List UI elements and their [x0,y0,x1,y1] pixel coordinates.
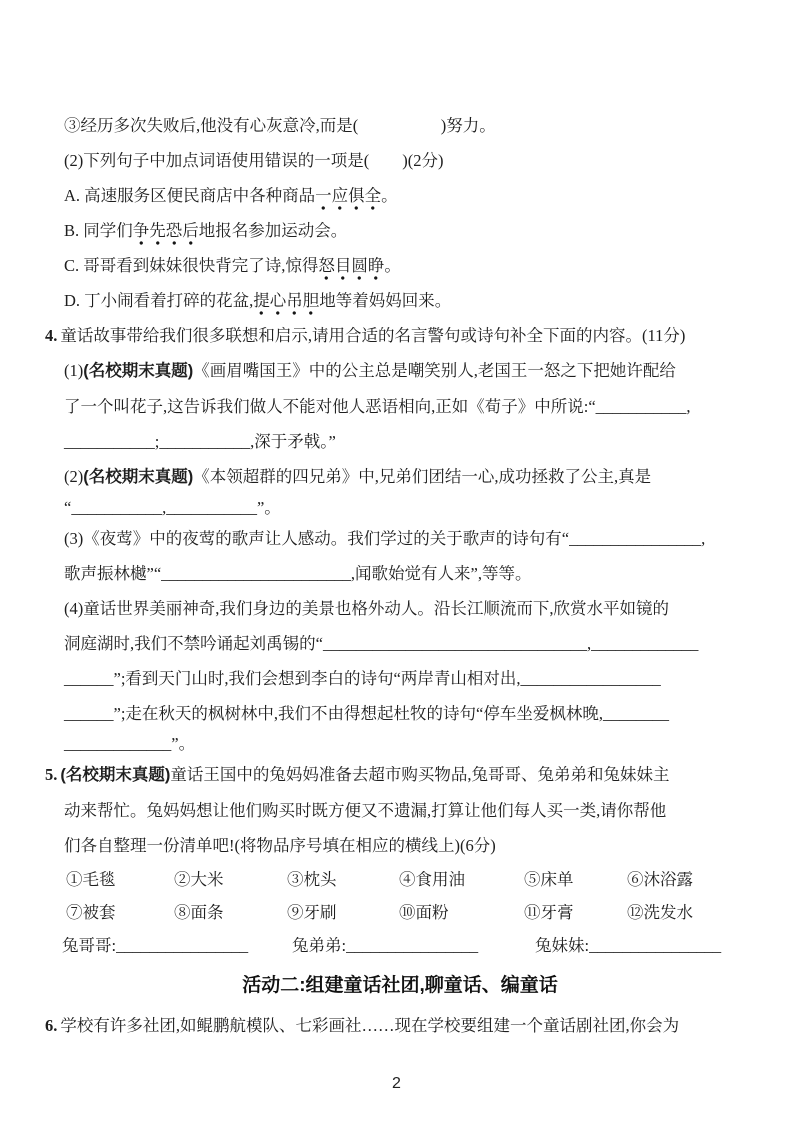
blank-line: ________________ [346,936,479,955]
blank-rabbit-sister [535,929,721,962]
q4-sub2-number: (2) [64,467,84,486]
q6-stem-text: 学校有许多社团,如鲲鹏航模队、七彩画社……现在学校要组建一个童话剧社团,你会为 [60,1016,680,1035]
q5-stem-line2 [45,793,755,828]
q4-sub4-line2 [45,626,755,661]
option-a-post: 。 [381,186,398,205]
q3-item3-text: ③经历多次失败后,他没有心灰意冷,而是( )努力。 [64,116,496,135]
q4-sub4-line4 [45,696,755,731]
option-d [45,283,755,318]
q4-sub1-line3 [45,424,755,459]
activity-two-heading: 活动二:组建童话社团,聊童话、编童话 [242,975,558,996]
page-number: 2 [392,1075,401,1092]
option-d-pre: D. 丁小闹看着打碎的花盆, [64,291,254,310]
q5-answer-blanks [45,929,755,962]
list-item: ⑤床单 [524,870,574,889]
q4-stem [45,318,755,353]
q5-number: 5. [45,765,58,784]
q5-stem-line1 [45,757,755,793]
q4-sub1-line2-text: 了一个叫花子,这告诉我们做人不能对他人恶语相向,正如《荀子》中所说:“___________, [64,397,691,416]
q3-sub2-stem [45,143,755,178]
q4-sub4-line3-text: ______”;看到天门山时,我们会想到李白的诗句“两岸青山相对出,_________________ [64,669,661,688]
blank-label: 兔弟弟: [292,936,347,955]
q4-sub4-line1-text: (4)童话世界美丽神奇,我们身边的美景也格外动人。沿长江顺流而下,欣赏水平如镜的 [64,599,669,618]
option-c-emphasized-word: 怒目圆睁 [318,256,384,281]
blank-label: 兔妹妹: [535,936,590,955]
list-item: ③枕头 [287,870,337,889]
q4-sub4-line3 [45,661,755,696]
q4-sub2-line2-text: “___________,___________”。 [64,498,281,517]
q4-sub1-number: (1) [64,361,84,380]
list-item: ⑪牙膏 [524,903,574,922]
option-d-emphasized-word: 提心吊胆 [253,291,319,316]
q5-stem-text: 童话王国中的兔妈妈准备去超市购买物品,兔哥哥、兔弟弟和兔妹妹主 [170,765,670,784]
q5-stem-line3 [45,828,755,863]
list-item: ⑫洗发水 [627,903,693,922]
option-b-post: 地报名参加运动会。 [198,221,348,240]
q4-sub1-line3-text: ___________;___________,深于矛戟。” [64,432,336,451]
q4-sub4-line1 [45,591,755,626]
q4-sub4-line4-text: ______”;走在秋天的枫树林中,我们不由得想起杜牧的诗句“停车坐爱枫林晚,________ [64,704,669,723]
option-c-post: 。 [384,256,401,275]
blank-label: 兔哥哥: [62,936,117,955]
q4-sub2-source-tag: (名校期末真题) [83,468,194,486]
q4-sub1-text: 《画眉嘴国王》中的公主总是嘲笑别人,老国王一怒之下把她许配给 [193,361,676,380]
q4-sub4-line5-text: _____________”。 [64,734,196,753]
list-item: ⑦被套 [66,903,116,922]
list-item: ⑨牙刷 [287,903,337,922]
q4-sub3-line1 [45,521,755,556]
blank-line: ________________ [116,936,249,955]
q6-stem [45,1008,755,1043]
q5-stem-line2-text: 动来帮忙。兔妈妈想让他们购买时既方便又不遗漏,打算让他们每人买一类,请你帮他 [64,801,667,820]
q4-sub2-line1 [45,459,755,495]
q4-sub4-line5 [45,731,755,757]
q4-sub3-line1-text: (3)《夜莺》中的夜莺的歌声让人感动。我们学过的关于歌声的诗句有“________________, [64,529,706,548]
q4-number: 4. [45,326,58,345]
option-b-emphasized-word: 争先恐后 [133,221,199,246]
option-d-post: 地等着妈妈回来。 [319,291,452,310]
q5-source-tag: (名校期末真题) [60,766,171,784]
option-b-pre: B. 同学们 [64,221,133,240]
q4-stem-text: 童话故事带给我们很多联想和启示,请用合适的名言警句或诗句补全下面的内容。(11分) [60,326,686,345]
blank-rabbit-younger-brother [292,929,535,962]
q4-sub4-line2-text: 洞庭湖时,我们不禁吟诵起刘禹锡的“________________________________,_____________ [64,634,699,653]
q6-number: 6. [45,1016,58,1035]
q4-sub3-line2 [45,556,755,591]
q5-stem-line3-text: 们各自整理一份清单吧!(将物品序号填在相应的横线上)(6分) [64,836,496,855]
list-item: ②大米 [174,870,224,889]
q4-sub3-line2-text: 歌声振林樾”“_______________________,闻歌始觉有人来”,等等。 [64,564,532,583]
option-a [45,178,755,213]
blank-rabbit-brother [62,929,292,962]
option-c-pre: C. 哥哥看到妹妹很快背完了诗,惊得 [64,256,319,275]
q4-sub1-source-tag: (名校期末真题) [83,362,194,380]
blank-line: ________________ [589,936,722,955]
list-item: ①毛毯 [66,870,116,889]
q5-item-list [45,863,755,929]
q3-sub2-stem-text: (2)下列句子中加点词语使用错误的一项是( )(2分) [64,151,444,170]
option-b [45,213,755,248]
q4-sub2-text: 《本领超群的四兄弟》中,兄弟们团结一心,成功拯救了公主,真是 [193,467,652,486]
option-a-pre: A. 高速服务区便民商店中各种商品 [64,186,316,205]
q3-item3-cloze [45,108,755,143]
q4-sub1-line1 [45,353,755,389]
q4-sub2-line2 [45,495,755,521]
list-item: ④食用油 [399,870,465,889]
option-a-emphasized-word: 一应俱全 [315,186,381,211]
option-c [45,248,755,283]
list-item: ⑧面条 [174,903,224,922]
list-item: ⑩面粉 [399,903,449,922]
q4-sub1-line2 [45,389,755,424]
list-item: ⑥沐浴露 [627,870,693,889]
